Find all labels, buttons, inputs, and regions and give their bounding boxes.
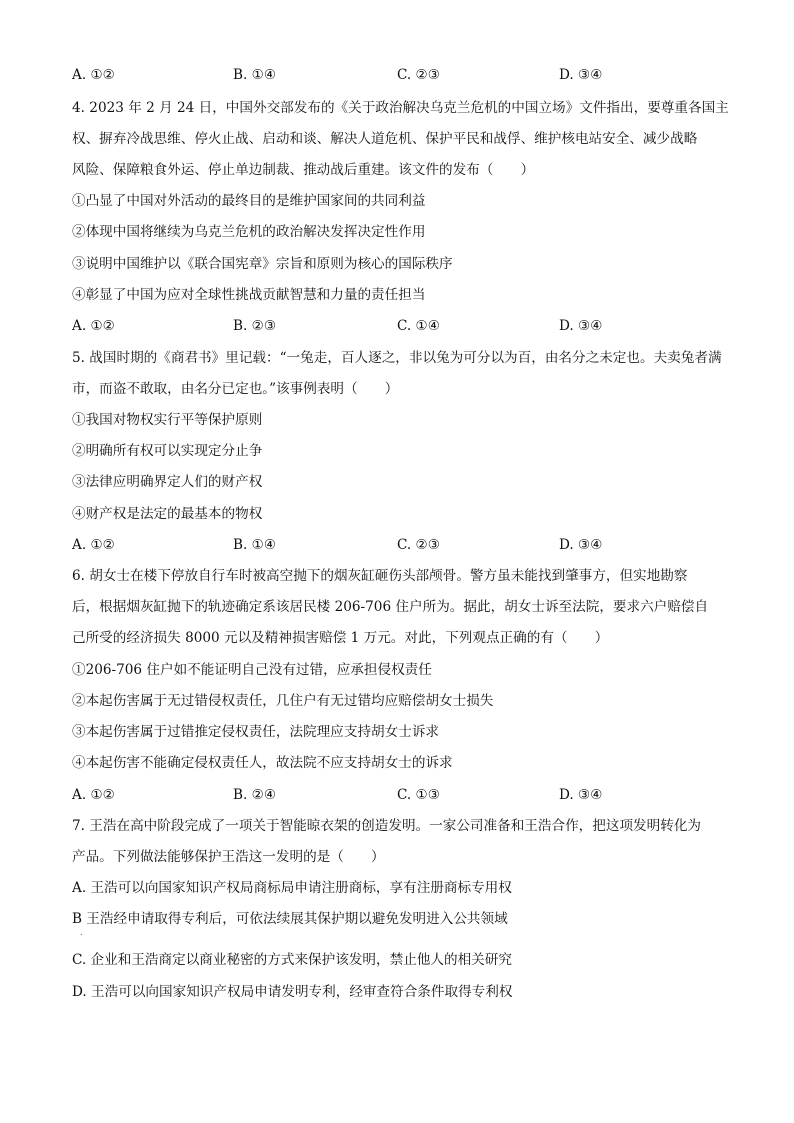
q4-option-d: D. ③④ — [559, 318, 603, 334]
q7-choice-a: A. 王浩可以向国家知识产权局商标局申请注册商标，享有注册商标专用权 — [72, 880, 512, 896]
q4-statement: ③说明中国维护以《联合国宪章》宗旨和原则为核心的国际秩序 — [72, 256, 453, 272]
q5-statement: ③法律应明确界定人们的财产权 — [72, 474, 263, 490]
q5-statement: ④财产权是法定的最基本的物权 — [72, 506, 263, 522]
q5-stem-line: 5. 战国时期的《商君书》里记载：“一兔走，百人逐之，非以兔为可分以为百，由名分之未定也。夫卖兔者满 — [72, 350, 722, 366]
q4-statement: ②体现中国将继续为乌克兰危机的政治解决发挥决定性作用 — [72, 224, 426, 240]
q4-options — [72, 316, 732, 336]
q4-option-b: B. ②③ — [233, 318, 277, 334]
q6-option-a: A. ①② — [72, 787, 115, 803]
q6-statement: ④本起伤害不能确定侵权责任人，故法院不应支持胡女士的诉求 — [72, 755, 453, 771]
q6-stem-line: 后，根据烟灰缸抛下的轨迹确定系该居民楼 206-706 住户所为。据此，胡女士诉至法院，要求六户赔偿自 — [72, 599, 709, 615]
q7-choice-d: D. 王浩可以向国家知识产权局申请发明专利，经审查符合条件取得专利权 — [72, 984, 513, 1000]
q4-stem-line: 4. 2023 年 2 月 24 日，中国外交部发布的《关于政治解决乌克兰危机的中国立场》文件指出，要尊重各国主 — [72, 100, 729, 116]
q4-option-c: C. ①④ — [397, 318, 440, 334]
q3-option-c: C. ②③ — [397, 67, 440, 83]
q5-option-b: B. ①④ — [233, 537, 277, 553]
q3-option-a: A. ①② — [72, 67, 115, 83]
q6-option-d: D. ③④ — [559, 787, 603, 803]
q5-option-d: D. ③④ — [559, 537, 603, 553]
q6-stem-line: 己所受的经济损失 8000 元以及精神损害赔偿 1 万元。对此，下列观点正确的有（ ） — [72, 630, 609, 646]
q5-option-c: C. ②③ — [397, 537, 440, 553]
q5-statement: ②明确所有权可以实现定分止争 — [72, 443, 263, 459]
q3-option-d: D. ③④ — [559, 67, 603, 83]
q7-stem-line: 7. 王浩在高中阶段完成了一项关于智能晾衣架的创造发明。一家公司准备和王浩合作，把这项发明转化为 — [72, 818, 702, 834]
q6-statement: ②本起伤害属于无过错侵权责任，几住户有无过错均应赔偿胡女士损失 — [72, 693, 494, 709]
q7-stem-line: 产品。下列做法能够保护王浩这一发明的是（ ） — [72, 849, 385, 865]
q6-option-c: C. ①③ — [397, 787, 440, 803]
q4-option-a: A. ①② — [72, 318, 115, 334]
q7-choice-b: B 王浩经申请取得专利后，可依法续展其保护期以避免发明进入公共领域 — [72, 911, 508, 927]
q4-stem-line: 风险、保障粮食外运、停止单边制裁、推动战后重建。该文件的发布（ ） — [72, 162, 535, 178]
q5-statement: ①我国对物权实行平等保护原则 — [72, 412, 263, 428]
q4-stem-line: 权、摒弃冷战思维、停火止战、启动和谈、解决人道危机、保护平民和战俘、维护核电站安全、减少战略 — [72, 131, 698, 147]
q6-stem-line: 6. 胡女士在楼下停放自行车时被高空抛下的烟灰缸砸伤头部颅骨。警方虽未能找到肇事方，但实地勘察 — [72, 568, 688, 584]
q7-choice-c: C. 企业和王浩商定以商业秘密的方式来保护该发明，禁止他人的相关研究 — [72, 952, 512, 968]
stray-mark: . — [80, 928, 83, 938]
q4-statement: ④彰显了中国为应对全球性挑战贡献智慧和力量的责任担当 — [72, 287, 426, 303]
q6-options — [72, 785, 732, 805]
q5-options — [72, 535, 732, 555]
q5-option-a: A. ①② — [72, 537, 115, 553]
q6-option-b: B. ②④ — [233, 787, 277, 803]
q5-stem-line: 市，而盗不敢取，由名分已定也。”该事例表明（ ） — [72, 381, 399, 397]
q3-options — [72, 65, 732, 85]
q3-option-b: B. ①④ — [233, 67, 277, 83]
q6-statement: ③本起伤害属于过错推定侵权责任，法院理应支持胡女士诉求 — [72, 724, 440, 740]
q4-statement: ①凸显了中国对外活动的最终目的是维护国家间的共同利益 — [72, 193, 426, 209]
q6-statement: ①206-706 住户如不能证明自己没有过错，应承担侵权责任 — [72, 662, 432, 678]
